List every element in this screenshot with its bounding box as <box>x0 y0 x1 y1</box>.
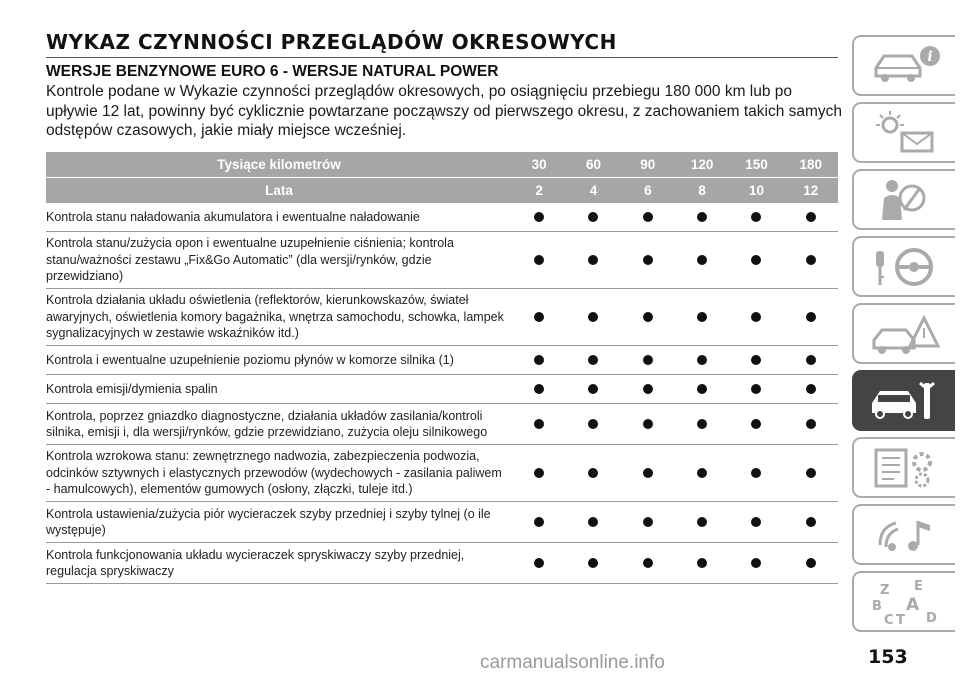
interval-cell <box>675 517 729 527</box>
interval-cell <box>675 468 729 478</box>
index-letter: D <box>925 610 937 626</box>
index-letter: T <box>895 612 905 626</box>
interval-cell <box>566 558 620 568</box>
interval-cell <box>512 468 566 478</box>
page-title: WYKAZ CZYNNOŚCI PRZEGLĄDÓW OKRESOWYCH <box>46 30 617 54</box>
interval-cell <box>729 468 783 478</box>
maintenance-table <box>46 152 838 584</box>
check-dot <box>806 384 816 394</box>
row-label: Kontrola działania układu oświetlenia (reflektorów, kierunkowskazów, świateł awaryjnych, oświetlenia komory bagażnika, wnętrza samochodu, schowka, lampek sygnalizacyjnych w zestawie wskaźników itd.) <box>46 293 504 341</box>
check-dot <box>751 212 761 222</box>
check-dot <box>534 468 544 478</box>
row-label: Kontrola wzrokowa stanu: zewnętrznego nadwozia, zabezpieczenia podwozia, odcinków sztywnych i elastycznych przewodów (wydechowych - zasilania paliwem - hamulcowych), elementów gumowych (osłony, złączki, tuleje itd.) <box>46 449 502 497</box>
chapter-sidebar <box>852 35 955 638</box>
check-dot <box>588 312 598 322</box>
watermark: carmanualsonline.info <box>480 652 665 673</box>
interval-cell <box>566 212 620 222</box>
table-row <box>46 502 838 543</box>
interval-cell <box>729 212 783 222</box>
interval-cell <box>729 255 783 265</box>
check-dot <box>534 419 544 429</box>
interval-cell <box>566 419 620 429</box>
interval-cell <box>675 212 729 222</box>
airbag-icon <box>866 176 944 224</box>
interval-cell <box>566 312 620 322</box>
index-letter: Z <box>879 582 889 598</box>
header-row-years <box>46 177 838 203</box>
km-header-cell: 150 <box>745 157 768 172</box>
check-dot <box>697 419 707 429</box>
table-row <box>46 375 838 404</box>
check-dot <box>588 355 598 365</box>
check-dot <box>751 255 761 265</box>
table-row <box>46 445 838 502</box>
years-header-cell: 2 <box>535 183 543 198</box>
years-header-cell: 8 <box>698 183 706 198</box>
check-dot <box>697 517 707 527</box>
check-dot <box>534 312 544 322</box>
interval-cell <box>512 212 566 222</box>
interval-cell <box>512 255 566 265</box>
check-dot <box>751 517 761 527</box>
interval-cell <box>675 384 729 394</box>
index-letter: A <box>905 594 919 615</box>
interval-cell <box>729 517 783 527</box>
interval-cell <box>621 355 675 365</box>
row-label: Kontrola i ewentualne uzupełnienie poziomu płynów w komorze silnika (1) <box>46 352 454 367</box>
check-dot <box>806 355 816 365</box>
row-label: Kontrola emisji/dymienia spalin <box>46 381 218 396</box>
interval-cell <box>566 517 620 527</box>
section-heading: WERSJE BENZYNOWE EURO 6 - WERSJE NATURAL POWER <box>46 63 499 80</box>
check-dot <box>643 255 653 265</box>
interval-cell <box>729 312 783 322</box>
index-letter: B <box>871 598 882 614</box>
years-header-cell: 12 <box>803 183 819 198</box>
row-label: Kontrola stanu/zużycia opon i ewentualne uzupełnienie ciśnienia; kontrola stanu/ważności zestawu „Fix&Go Automatic” (dla wersji/rynków, gdzie przewidziano) <box>46 236 454 284</box>
table-row <box>46 289 838 346</box>
interval-cell <box>621 468 675 478</box>
check-dot <box>697 255 707 265</box>
check-dot <box>643 312 653 322</box>
interval-cell <box>729 419 783 429</box>
interval-cell <box>566 468 620 478</box>
table-row <box>46 346 838 375</box>
check-dot <box>697 212 707 222</box>
interval-cell <box>566 255 620 265</box>
check-dot <box>751 419 761 429</box>
check-dot <box>806 212 816 222</box>
km-header-cell: 120 <box>690 157 714 172</box>
table-row <box>46 543 838 584</box>
interval-cell <box>621 312 675 322</box>
interval-cell <box>675 419 729 429</box>
km-header-cell: 30 <box>531 157 547 172</box>
check-dot <box>534 212 544 222</box>
years-header-cell: 6 <box>644 183 652 198</box>
check-dot <box>806 255 816 265</box>
check-dot <box>534 384 544 394</box>
tab-technical-data[interactable] <box>852 437 955 498</box>
check-dot <box>751 468 761 478</box>
tab-warning-lights[interactable] <box>852 102 955 163</box>
tab-car-info[interactable] <box>852 35 955 96</box>
check-dot <box>588 212 598 222</box>
km-header-cell: 90 <box>640 157 656 172</box>
table-body <box>46 203 838 584</box>
page-number: 153 <box>868 646 908 668</box>
km-header-label: Tysiące kilometrów <box>217 157 341 172</box>
check-dot <box>534 558 544 568</box>
multimedia-icon <box>866 511 944 559</box>
row-label: Kontrola funkcjonowania układu wycieraczek spryskiwaczy szyby przedniej, regulacja spryskiwaczy <box>46 547 465 578</box>
check-dot <box>697 468 707 478</box>
check-dot <box>534 255 544 265</box>
tab-start-driving[interactable] <box>852 236 955 297</box>
interval-cell <box>512 558 566 568</box>
header-row-km <box>46 152 838 177</box>
tab-emergency[interactable] <box>852 303 955 364</box>
interval-cell <box>675 558 729 568</box>
check-dot <box>751 558 761 568</box>
interval-cell <box>729 384 783 394</box>
breakdown-icon <box>866 310 944 358</box>
km-header-cell: 60 <box>585 157 601 172</box>
index-letter: E <box>913 578 923 594</box>
interval-cell <box>675 312 729 322</box>
check-dot <box>806 419 816 429</box>
check-dot <box>534 517 544 527</box>
check-dot <box>697 355 707 365</box>
interval-cell <box>675 255 729 265</box>
table-row <box>46 232 838 289</box>
interval-cell <box>729 558 783 568</box>
years-header-cell: 4 <box>589 183 598 198</box>
interval-cell <box>784 517 838 527</box>
technical-data-icon <box>866 444 944 492</box>
table-row <box>46 404 838 445</box>
interval-cell <box>621 517 675 527</box>
interval-cell <box>784 384 838 394</box>
years-header-label: Lata <box>265 183 293 198</box>
check-dot <box>806 517 816 527</box>
interval-cell <box>621 384 675 394</box>
index-icon <box>866 578 944 626</box>
index-letter: C <box>883 612 894 626</box>
check-dot <box>588 468 598 478</box>
check-dot <box>643 419 653 429</box>
car-info-icon <box>866 42 944 90</box>
check-dot <box>643 355 653 365</box>
check-dot <box>697 558 707 568</box>
interval-cell <box>512 517 566 527</box>
interval-cell <box>621 419 675 429</box>
row-label: Kontrola stanu naładowania akumulatora i ewentualne naładowanie <box>46 209 420 224</box>
interval-cell <box>566 384 620 394</box>
check-dot <box>588 517 598 527</box>
km-header-cell: 180 <box>799 157 823 172</box>
interval-cell <box>784 468 838 478</box>
years-header-cell: 10 <box>748 183 764 198</box>
check-dot <box>751 384 761 394</box>
interval-cell <box>784 212 838 222</box>
interval-cell <box>621 255 675 265</box>
interval-cell <box>512 355 566 365</box>
svg-text:i: i <box>926 48 933 65</box>
interval-cell <box>784 355 838 365</box>
intro-paragraph: Kontrole podane w Wykazie czynności przeglądów okresowych, po osiągnięciu przebiegu 180 000 km lub po upływie 12 lat, powinny być cyklicznie powtarzane począwszy od pierwszego okresu, z zachowaniem takich samych odstępów czasowych, jakie miały miejsce wcześniej. <box>46 83 843 139</box>
interval-cell <box>675 355 729 365</box>
check-dot <box>643 468 653 478</box>
check-dot <box>751 355 761 365</box>
row-label: Kontrola ustawienia/zużycia piór wycieraczek szyby przedniej i szyby tylnej (o ile występuje) <box>46 506 491 537</box>
title-divider <box>46 57 838 58</box>
tab-index[interactable] <box>852 571 955 632</box>
interval-cell <box>512 419 566 429</box>
check-dot <box>643 384 653 394</box>
check-dot <box>806 468 816 478</box>
key-steering-wheel-icon <box>866 243 944 291</box>
check-dot <box>697 312 707 322</box>
interval-cell <box>566 355 620 365</box>
check-dot <box>697 384 707 394</box>
tab-multimedia[interactable] <box>852 504 955 565</box>
warning-lights-icon <box>866 109 944 157</box>
check-dot <box>534 355 544 365</box>
check-dot <box>643 212 653 222</box>
check-dot <box>588 255 598 265</box>
row-label: Kontrola, poprzez gniazdko diagnostyczne, działania układów zasilania/kontroli silnika, emisji i, dla wersji/rynków, gdzie przewidziano, zużycia oleju silnikowego <box>46 408 488 439</box>
tab-airbag[interactable] <box>852 169 955 230</box>
car-service-icon <box>866 377 944 425</box>
interval-cell <box>784 255 838 265</box>
interval-cell <box>621 212 675 222</box>
check-dot <box>806 312 816 322</box>
interval-cell <box>512 384 566 394</box>
interval-cell <box>729 355 783 365</box>
interval-cell <box>784 558 838 568</box>
tab-service-maintenance[interactable] <box>852 370 955 431</box>
check-dot <box>643 517 653 527</box>
check-dot <box>643 558 653 568</box>
interval-cell <box>784 312 838 322</box>
interval-cell <box>512 312 566 322</box>
interval-cell <box>621 558 675 568</box>
check-dot <box>588 558 598 568</box>
interval-cell <box>784 419 838 429</box>
check-dot <box>751 312 761 322</box>
table-row <box>46 203 838 232</box>
check-dot <box>806 558 816 568</box>
check-dot <box>588 384 598 394</box>
check-dot <box>588 419 598 429</box>
